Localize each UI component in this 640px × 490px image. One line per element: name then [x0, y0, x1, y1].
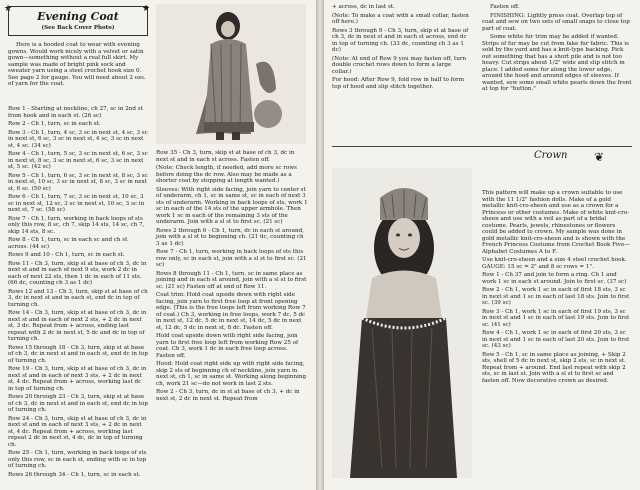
instruction-paragraph: Coat trim: Hold coat upside down with right side facing, join yarn to first free loop at front opening edge. (This is the free loops left from working Row 7 of coat.) Ch 3, working in free loops, work 7 dc, 5 dc in next st, 12 dc, 5 dc in next st, 14 dc, 5 dc in next st, 12 dc, 5 dc in next st, 8 dc. Fasten off. — [156, 292, 306, 331]
instruction-paragraph: Row 7 - Ch 1, turn, working in back loops of sts this row only, sc in each st, join with a sl st to first sc. (21 sc) — [156, 249, 307, 268]
doll-crown-photo — [332, 168, 472, 478]
instruction-paragraph: Rows 12 and 13 - Ch 3, turn, skip st at base of ch 3, dc in next st and in each st, end dc in top of turning ch. — [8, 288, 148, 308]
instruction-paragraph: Row 11 - Ch 3, turn, skip st at base of ch 3, dc in next st and in each of next 9 sts, work 2 dc in each of next 22 sts, then 1 dc in each of 11 sts. (66 dc, counting ch 3 as 1 dc) — [8, 260, 147, 286]
star-icon: ★ — [4, 4, 13, 14]
left-page — [0, 0, 316, 490]
instruction-paragraph: Row 35 - Ch 3, turn, skip st at base of ch 3, dc in next st and in each st across. Fasten off. — [156, 150, 295, 163]
instruction-paragraph: Row 8 - Ch 1, turn, sc in each sc and ch st across. (44 sc) — [8, 237, 128, 250]
book-gutter — [316, 0, 324, 490]
hood-instructions — [332, 4, 472, 92]
instruction-paragraph: (Note: At end of Row 9 you may fasten off, turn double crochet rows down to form a large collar.) — [332, 55, 467, 75]
instruction-paragraph: For hood: After Row 9, fold row in half to form top of hood and slip stitch together. — [332, 77, 465, 90]
instruction-paragraph: Row 1 - Starting at neckline, ch 27, sc in 2nd st from hook and in each st. (26 sc) — [8, 106, 143, 119]
instruction-paragraph: Row 2 - Ch 3, turn, dc in st at base of ch 3, + dc in next st, 2 dc in next st. Repeat from — [156, 389, 300, 402]
finishing-instructions — [482, 4, 632, 95]
title-box — [8, 4, 151, 36]
instruction-paragraph: (Note: Check length, if needed, add more sc rows before doing the dc row. Also may be made as a shorter coat by stopping at length wanted.) — [156, 165, 297, 184]
instruction-paragraph: Hold coat upside down with right side facing, join yarn to first free loop left from working Row 25 of coat. Ch 3, work 1 dc in each free loop across. Fasten off. — [156, 333, 299, 359]
instruction-paragraph: Row 3 - Ch 1, turn, 4 sc, 3 sc in next st, 4 sc, 3 sc in next st, 6 sc, 3 sc in next st, 4 sc, 3 sc in next st, 4 sc. (34 sc) — [8, 129, 148, 149]
instruction-paragraph: Row 2 - Ch 1, turn, sc in each st. — [8, 121, 101, 127]
instruction-paragraph: Row 4 - Ch 1, work 1 sc in each of first 20 sts, 3 sc in next st and 1 sc in each of last 20 sts. Join to first sc. (43 sc) — [482, 330, 630, 349]
instruction-paragraph: Row 4 - Ch 1, turn, 5 sc, 3 sc in next st, 6 sc, 3 sc in next st, 8 sc, 3 sc in next st, 6 sc, 3 sc in next st, 5 sc. (42 sc) — [8, 151, 148, 170]
instruction-paragraph: Fasten off. — [490, 4, 520, 10]
floral-ornament-icon: ❦ — [594, 150, 605, 164]
instruction-paragraph: Hood: Hold coat right side up with right side facing, skip 2 sts of beginning ch of neckline, join yarn in next st, ch 1, sc in same st. Working along beginning ch, work 21 sc—do not work in last 2 sts. — [156, 361, 307, 387]
instruction-paragraph: Row 14 - Ch 3, turn, skip st at base of ch 3, dc in next st and in each of next 2 sts, + 2 dc in next st, 3 dc. Repeat from + across, ending last repeat with 2 dc in next st, 5 dc and dc in top of turning ch. — [8, 310, 147, 342]
instruction-paragraph: Some white fur trim may be added if wanted. Strips of fur may be cut from fake fur fabric. This is sold by the yard and has a knit-type backing. Pick out something that has a short pile and is not too heavy. Cut strips about 1/2" wide and slip stitch in place. I added some fur along the lower edge, around the hood and around edges of sleeves. If wanted, sew some small white pearls down the front at top for "button." — [482, 34, 632, 92]
instruction-paragraph: Sleeves: With right side facing, join yarn to center st of underarm, ch 1, sc in same st, sc in each of next 3 sts of underarm. Working in back loops of sts, work 1 sc in each of the 14 sts of the upper armhole. Then work 1 sc in each of the remaining 3 sts of the underarm. Join with a sl st to first sc. (21 sc) — [156, 186, 308, 225]
instruction-paragraph: Row 19 - Ch 3, turn, skip st at base of ch 3, dc in next st and in each of next 3 sts, + 2 dc in next st, 4 dc. Repeat from + across, working last dc in top of turning ch. — [8, 366, 147, 392]
instruction-paragraph: Rows 3 through 9 - Ch 3, turn, skip st at base of ch 3, dc in next st and in each st across, end dc in top of turning ch. (33 dc, counting ch 3 as 1 dc) — [332, 27, 469, 53]
instruction-paragraph: Row 2 - Ch 1, work 1 sc in each of first 18 sts, 3 sc in next st and 1 sc in each of last 18 sts. Join to first sc. (39 sc) — [482, 287, 630, 306]
instruction-paragraph: Use knit-cro-sheen and a size 4 steel crochet hook. GAUGE: 15 sc = 2" and 8 sc rows = 1". — [482, 257, 627, 270]
intro-paragraph: Here is a hooded coat to wear with evening gowns. Would work nicely with a velvet or satin gown—something without a real full skirt. My sample was made of bright pink sock and sweater yarn using a steel crochet hook size 0. See page 2 for gauge. You will need about 2 ozs. of yarn for the coat. — [8, 42, 146, 87]
doll-crown-illustration — [332, 168, 472, 478]
page-title: Evening Coat — [37, 10, 119, 23]
instruction-paragraph: Rows 8 through 11 - Ch 1, turn, sc in same place as joining and in each st around, join with a sl st to first sc. (21 sc) Fasten off at end of Row 11. — [156, 270, 307, 290]
instruction-paragraph: Rows 26 through 34 - Ch 1, turn, sc in each st. — [8, 471, 141, 478]
instruction-paragraph: Rows 2 through 6 - Ch 1, turn, dc in each st around, join with a sl st to beginning ch. (21 dc, counting ch 3 as 1 dc) — [156, 227, 304, 247]
instruction-paragraph: Row 6 - Ch 1, turn, 7 sc, 3 sc in next st, 10 sc, 3 sc in next st, 12 sc, 3 sc in next st, 10 sc, 3 sc in next st, 7 sc. (58 sc) — [8, 194, 145, 213]
crown-instructions — [482, 190, 632, 386]
intro-text — [8, 42, 148, 90]
instruction-paragraph: (Note: To make a coat with a small collar, fasten off here.) — [332, 12, 469, 25]
instruction-paragraph: + across, dc in last st. — [332, 4, 395, 10]
instructions-column-2 — [156, 150, 308, 404]
instructions-column-1 — [8, 106, 148, 480]
instruction-paragraph: Rows 20 through 23 - Ch 3, turn, skip st at base of ch 3, dc in next st and in each st, end dc in top of turning ch. — [8, 394, 148, 413]
doll-coat-photo — [156, 4, 306, 144]
instruction-paragraph: Row 25 - Ch 1, turn, working in back loops of sts only this row, sc in each st, ending with sc in top of turning ch. — [8, 450, 147, 469]
page-subtitle: (See Back Cover Photo) — [41, 25, 115, 31]
instruction-paragraph: Rows 9 and 10 - Ch 1, turn, sc in each st. — [8, 252, 125, 258]
crown-title: Crown — [534, 150, 568, 161]
instruction-paragraph: Row 1 - Ch 37 and join to form a ring. Ch 1 and work 1 sc in each st around. Join to first sc. (37 sc) — [482, 272, 627, 285]
right-page — [324, 0, 640, 490]
star-icon: ★ — [142, 4, 151, 14]
instruction-paragraph: Row 3 - Ch 1, work 1 sc in each of first 19 sts, 3 sc in next st and 1 sc in each of last 19 sts. Join to first sc. (41 sc) — [482, 308, 630, 328]
instruction-paragraph: Row 5 - Ch 1, turn, 6 sc, 3 sc in next st, 8 sc, 3 sc in next st, 10 sc, 3 sc in next st, 8 sc, 3 sc in next st, 6 sc. (50 sc) — [8, 172, 148, 192]
instruction-paragraph: This pattern will make up a crown suitable to use with the 11 1/2" fashion dolls. Make of a gold metallic knit-cro-sheen and use as a crown for a Princess or other costumes. Make of white knit-cro-sheen and use with a veil as part of a bridal costume. Pearls, jewels, rhinestones or flowers could be added to crown. My sample was done in gold metallic knit-cro-sheen and is shown with the French Princess Costume from Crochet Book Five—Alphabet Costumes A to F. — [482, 190, 630, 255]
doll-coat-illustration — [156, 4, 306, 144]
section-divider — [332, 146, 632, 147]
instruction-paragraph: FINISHING: Lightly press coat. Overlap top of coat and sew on two sets of small snaps to close top part of coat. — [482, 12, 630, 32]
instruction-paragraph: Row 24 - Ch 3, turn, skip st at base of ch 3, dc in next st and in each of next 3 sts, + 2 dc in next st, 4 dc. Repeat from + across, working last repeat 2 dc in next st, 4 dc, dc in top of turning ch. — [8, 415, 147, 448]
instruction-paragraph: Row 7 - Ch 1, turn, working in back loops of sts only this row, 8 sc, ch 7, skip 14 sts, 14 sc, ch 7, skip 14 sts, 8 sc. — [8, 215, 145, 235]
instruction-paragraph: Rows 15 through 18 - Ch 3, turn, skip st at base of ch 3, dc in next st and in each st, end dc in top of turning ch. — [8, 344, 148, 364]
instruction-paragraph: Row 5 - Ch 1, sc in same place as joining, + Skip 2 sts, shell of 5 dc in next st, skip 2 sts, sc in next st. Repeat from + around. End last repeat with skip 2 sts, sc in last st. Join with a sl st to first sc and fasten off. Now decorative crown as desired. — [482, 351, 626, 384]
